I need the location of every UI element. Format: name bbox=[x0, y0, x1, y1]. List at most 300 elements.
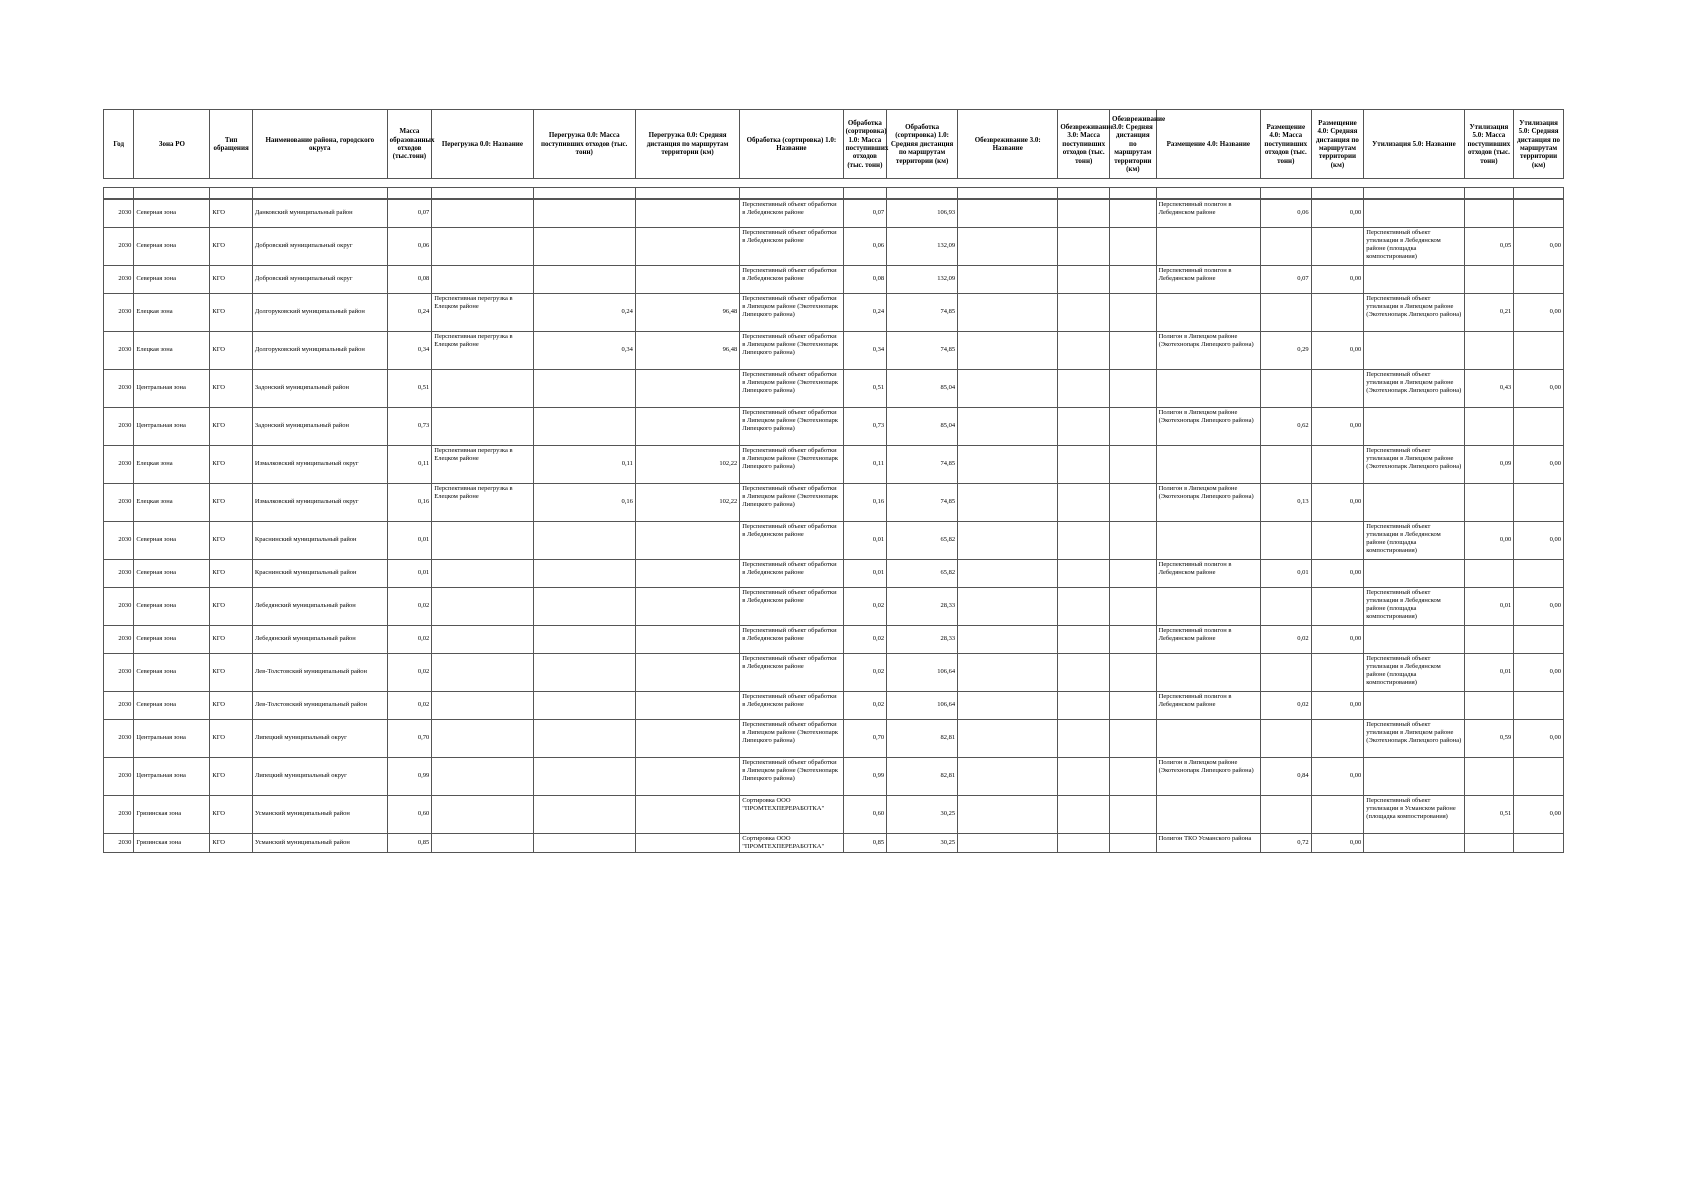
table-cell: 0,01 bbox=[387, 560, 432, 588]
table-cell: 0,01 bbox=[1464, 654, 1514, 692]
table-cell bbox=[1364, 332, 1464, 370]
table-cell: Лебедянский муниципальный район bbox=[252, 626, 387, 654]
table-cell bbox=[1514, 408, 1564, 446]
table-cell: Перспективный объект утилизации в Лебедянском районе (площадка компостирования) bbox=[1364, 522, 1464, 560]
table-cell bbox=[635, 266, 739, 294]
table-cell: 0,00 bbox=[1514, 446, 1564, 484]
table-cell bbox=[1058, 332, 1110, 370]
table-cell: 0,02 bbox=[387, 588, 432, 626]
table-cell: 0,24 bbox=[843, 294, 887, 332]
table-cell: 2030 bbox=[104, 408, 134, 446]
table-cell: Перспективная перегрузка в Елецком районе bbox=[432, 294, 533, 332]
table-cell: 0,51 bbox=[843, 370, 887, 408]
table-cell: Полигон в Липецком районе (Экотехнопарк Липецкого района) bbox=[1156, 758, 1260, 796]
table-cell bbox=[1364, 758, 1464, 796]
table-cell: Перспективный объект утилизации в Липецком районе (Экотехнопарк Липецкого района) bbox=[1364, 446, 1464, 484]
table-cell: 0,06 bbox=[387, 228, 432, 266]
column-header: Обезвреживание 3.0: Масса поступивших отходов (тыс. тонн) bbox=[1058, 110, 1110, 179]
table-cell bbox=[958, 446, 1058, 484]
table-cell: 0,00 bbox=[1311, 484, 1364, 522]
table-cell bbox=[1058, 522, 1110, 560]
table-cell: 0,02 bbox=[387, 626, 432, 654]
table-cell bbox=[432, 588, 533, 626]
table-cell: Елецкая зона bbox=[134, 484, 210, 522]
table-cell bbox=[533, 408, 635, 446]
column-header: Перегрузка 0.0: Средняя дистанция по маршрутам территории (км) bbox=[635, 110, 739, 179]
table-cell: Полигон в Липецком районе (Экотехнопарк Липецкого района) bbox=[1156, 484, 1260, 522]
column-header: Масса образованных отходов (тыс.тонн) bbox=[387, 110, 432, 179]
table-cell: Северная зона bbox=[134, 654, 210, 692]
table-cell: Измалковский муниципальный округ bbox=[252, 446, 387, 484]
table-cell bbox=[1110, 332, 1157, 370]
table-cell: 96,48 bbox=[635, 294, 739, 332]
table-cell: 65,82 bbox=[887, 522, 958, 560]
table-row bbox=[104, 200, 1564, 228]
table-cell bbox=[1110, 200, 1157, 228]
table-cell: Липецкий муниципальный округ bbox=[252, 758, 387, 796]
table-row bbox=[104, 522, 1564, 560]
table-cell: Перспективный объект обработки в Лебедянском районе bbox=[740, 626, 843, 654]
table-cell bbox=[1364, 408, 1464, 446]
table-cell bbox=[635, 370, 739, 408]
table-cell bbox=[432, 692, 533, 720]
table-cell: 0,00 bbox=[1311, 266, 1364, 294]
table-cell: КГО bbox=[210, 834, 253, 853]
table-cell bbox=[1110, 758, 1157, 796]
table-cell: 0,00 bbox=[1311, 560, 1364, 588]
table-cell: 0,85 bbox=[387, 834, 432, 853]
table-cell: 0,08 bbox=[843, 266, 887, 294]
column-header: Наименование района, городского округа bbox=[252, 110, 387, 179]
table-cell: 0,02 bbox=[843, 654, 887, 692]
table-cell: 0,00 bbox=[1514, 654, 1564, 692]
table-cell bbox=[635, 834, 739, 853]
table-cell bbox=[958, 626, 1058, 654]
table-cell: Перспективный объект обработки в Липецком районе (Экотехнопарк Липецкого района) bbox=[740, 484, 843, 522]
table-cell: Северная зона bbox=[134, 522, 210, 560]
table-cell: Усманский муниципальный район bbox=[252, 834, 387, 853]
table-cell: Перспективный объект утилизации в Лебедянском районе (площадка компостирования) bbox=[1364, 588, 1464, 626]
table-cell: 0,60 bbox=[843, 796, 887, 834]
table-cell bbox=[1058, 408, 1110, 446]
table-cell: 0,29 bbox=[1260, 332, 1311, 370]
table-cell: Северная зона bbox=[134, 266, 210, 294]
table-cell bbox=[1156, 522, 1260, 560]
table-cell bbox=[533, 560, 635, 588]
table-cell: 0,00 bbox=[1464, 522, 1514, 560]
table-row bbox=[104, 484, 1564, 522]
table-cell: 0,07 bbox=[1260, 266, 1311, 294]
table-cell bbox=[1514, 484, 1564, 522]
table-cell bbox=[1058, 370, 1110, 408]
table-cell: 96,48 bbox=[635, 332, 739, 370]
table-cell bbox=[533, 370, 635, 408]
table-cell bbox=[1260, 446, 1311, 484]
table-cell bbox=[1464, 626, 1514, 654]
table-cell: 0,00 bbox=[1311, 758, 1364, 796]
table-cell: Перспективный объект обработки в Лебедянском районе bbox=[740, 560, 843, 588]
table-cell: 0,72 bbox=[1260, 834, 1311, 853]
table-cell: Полигон в Липецком районе (Экотехнопарк Липецкого района) bbox=[1156, 408, 1260, 446]
table-cell bbox=[1464, 332, 1514, 370]
table-cell: 0,00 bbox=[1514, 796, 1564, 834]
table-cell: 132,09 bbox=[887, 228, 958, 266]
table-cell: Перспективный объект утилизации в Липецком районе (Экотехнопарк Липецкого района) bbox=[1364, 294, 1464, 332]
table-cell: Перспективный объект обработки в Лебедянском районе bbox=[740, 522, 843, 560]
table-row bbox=[104, 266, 1564, 294]
table-cell bbox=[1156, 654, 1260, 692]
table-cell: 0,99 bbox=[387, 758, 432, 796]
table-cell bbox=[1464, 692, 1514, 720]
table-cell bbox=[432, 228, 533, 266]
table-cell: 0,02 bbox=[387, 654, 432, 692]
table-cell: 2030 bbox=[104, 266, 134, 294]
table-cell: Перспективный объект утилизации в Липецком районе (Экотехнопарк Липецкого района) bbox=[1364, 720, 1464, 758]
table-cell: Центральная зона bbox=[134, 758, 210, 796]
table-cell bbox=[432, 560, 533, 588]
table-cell: 0,34 bbox=[533, 332, 635, 370]
table-cell bbox=[432, 408, 533, 446]
table-cell: 0,01 bbox=[387, 522, 432, 560]
table-cell bbox=[1058, 200, 1110, 228]
table-cell bbox=[1110, 294, 1157, 332]
table-cell: 0,07 bbox=[387, 200, 432, 228]
table-cell: 0,02 bbox=[843, 588, 887, 626]
table-row bbox=[104, 408, 1564, 446]
table-cell: Перспективный объект обработки в Липецком районе (Экотехнопарк Липецкого района) bbox=[740, 294, 843, 332]
table-cell: Северная зона bbox=[134, 228, 210, 266]
table-cell bbox=[1311, 228, 1364, 266]
table-cell: 0,24 bbox=[533, 294, 635, 332]
table-cell: 85,04 bbox=[887, 408, 958, 446]
table-cell: 2030 bbox=[104, 720, 134, 758]
column-header: Размещение 4.0: Название bbox=[1156, 110, 1260, 179]
table-cell bbox=[1514, 332, 1564, 370]
table-cell bbox=[1058, 560, 1110, 588]
table-cell: 2030 bbox=[104, 588, 134, 626]
table-cell bbox=[958, 758, 1058, 796]
table-cell: Перспективный объект обработки в Липецком районе (Экотехнопарк Липецкого района) bbox=[740, 446, 843, 484]
table-cell bbox=[533, 758, 635, 796]
table-row bbox=[104, 720, 1564, 758]
table-cell bbox=[1110, 370, 1157, 408]
table-cell bbox=[533, 200, 635, 228]
table-cell: 0,11 bbox=[843, 446, 887, 484]
table-cell: КГО bbox=[210, 758, 253, 796]
column-header: Утилизация 5.0: Масса поступивших отходов (тыс. тонн) bbox=[1464, 110, 1514, 179]
table-cell: 74,85 bbox=[887, 484, 958, 522]
table-row bbox=[104, 560, 1564, 588]
table-cell bbox=[1058, 294, 1110, 332]
table-cell: 0,02 bbox=[1260, 626, 1311, 654]
column-header: Тип обращения bbox=[210, 110, 253, 179]
table-cell bbox=[958, 654, 1058, 692]
table-cell: 0,21 bbox=[1464, 294, 1514, 332]
table-cell bbox=[1110, 266, 1157, 294]
table-cell bbox=[1514, 266, 1564, 294]
table-cell bbox=[1514, 758, 1564, 796]
table-cell: 2030 bbox=[104, 758, 134, 796]
table-cell bbox=[635, 522, 739, 560]
column-header: Перегрузка 0.0: Название bbox=[432, 110, 533, 179]
table-cell: КГО bbox=[210, 484, 253, 522]
column-header: Обработка (сортировка) 1.0: Масса поступивших отходов (тыс. тонн) bbox=[843, 110, 887, 179]
table-cell bbox=[1110, 834, 1157, 853]
table-cell: 74,85 bbox=[887, 294, 958, 332]
table-row bbox=[104, 796, 1564, 834]
table-cell: Данковский муниципальный район bbox=[252, 200, 387, 228]
table-cell bbox=[1260, 588, 1311, 626]
table-cell: Перспективный объект утилизации в Липецком районе (Экотехнопарк Липецкого района) bbox=[1364, 370, 1464, 408]
table-cell: Долгоруковский муниципальный район bbox=[252, 294, 387, 332]
table-cell bbox=[1110, 446, 1157, 484]
table-cell bbox=[533, 588, 635, 626]
table-cell: Перспективная перегрузка в Елецком районе bbox=[432, 484, 533, 522]
table-cell: КГО bbox=[210, 560, 253, 588]
table-cell: Перспективный полигон в Лебедянском районе bbox=[1156, 200, 1260, 228]
table-cell: КГО bbox=[210, 654, 253, 692]
table-cell bbox=[533, 796, 635, 834]
table-cell bbox=[1110, 796, 1157, 834]
table-cell: Перспективный объект обработки в Лебедянском районе bbox=[740, 692, 843, 720]
table-cell: Елецкая зона bbox=[134, 294, 210, 332]
table-cell bbox=[958, 294, 1058, 332]
table-cell bbox=[635, 560, 739, 588]
table-cell bbox=[533, 522, 635, 560]
table-cell bbox=[1110, 720, 1157, 758]
table-cell: Перспективный объект обработки в Липецком районе (Экотехнопарк Липецкого района) bbox=[740, 332, 843, 370]
table-cell: Елецкая зона bbox=[134, 332, 210, 370]
header-row bbox=[104, 110, 1564, 179]
table-cell bbox=[533, 834, 635, 853]
table-cell bbox=[1110, 626, 1157, 654]
table-cell: Грязинская зона bbox=[134, 834, 210, 853]
table-row bbox=[104, 758, 1564, 796]
table-cell: 0,85 bbox=[843, 834, 887, 853]
table-cell bbox=[1260, 228, 1311, 266]
table-cell bbox=[1364, 484, 1464, 522]
table-cell: 0,24 bbox=[387, 294, 432, 332]
table-cell bbox=[1058, 266, 1110, 294]
table-cell: 85,04 bbox=[887, 370, 958, 408]
table-cell: Перспективный объект обработки в Лебедянском районе bbox=[740, 266, 843, 294]
table-cell: 0,00 bbox=[1514, 522, 1564, 560]
table-cell: Долгоруковский муниципальный район bbox=[252, 332, 387, 370]
table-cell: Краснинский муниципальный район bbox=[252, 560, 387, 588]
table-cell: Перспективный объект утилизации в Лебедянском районе (площадка компостирования) bbox=[1364, 228, 1464, 266]
table-cell bbox=[533, 720, 635, 758]
table-cell bbox=[1364, 266, 1464, 294]
table-cell: 0,00 bbox=[1311, 408, 1364, 446]
table-cell bbox=[1311, 796, 1364, 834]
table-cell: 2030 bbox=[104, 370, 134, 408]
table-cell: КГО bbox=[210, 200, 253, 228]
table-cell: Измалковский муниципальный округ bbox=[252, 484, 387, 522]
table-cell bbox=[958, 588, 1058, 626]
table-cell: 30,25 bbox=[887, 796, 958, 834]
table-cell: 0,05 bbox=[1464, 228, 1514, 266]
table-row bbox=[104, 692, 1564, 720]
table-cell bbox=[958, 522, 1058, 560]
table-cell: Усманский муниципальный район bbox=[252, 796, 387, 834]
table-cell: Перспективная перегрузка в Елецком районе bbox=[432, 332, 533, 370]
table-cell: 0,02 bbox=[387, 692, 432, 720]
table-cell: Перспективный объект обработки в Липецком районе (Экотехнопарк Липецкого района) bbox=[740, 408, 843, 446]
table-cell bbox=[1058, 588, 1110, 626]
table-cell: Перспективный объект обработки в Лебедянском районе bbox=[740, 588, 843, 626]
table-cell: КГО bbox=[210, 692, 253, 720]
table-cell: 74,85 bbox=[887, 332, 958, 370]
table-cell: Лев-Толстовский муниципальный район bbox=[252, 692, 387, 720]
table-cell: Добровский муниципальный округ bbox=[252, 228, 387, 266]
table-cell: Лебедянский муниципальный район bbox=[252, 588, 387, 626]
table-cell bbox=[1058, 692, 1110, 720]
table-cell bbox=[1311, 654, 1364, 692]
table-cell bbox=[1156, 588, 1260, 626]
table-cell: 82,81 bbox=[887, 720, 958, 758]
table-cell: 0,06 bbox=[843, 228, 887, 266]
table-cell: Перспективный объект обработки в Липецком районе (Экотехнопарк Липецкого района) bbox=[740, 370, 843, 408]
table-cell: 0,00 bbox=[1311, 626, 1364, 654]
table-cell bbox=[432, 200, 533, 228]
column-header: Утилизация 5.0: Название bbox=[1364, 110, 1464, 179]
table-cell: Северная зона bbox=[134, 588, 210, 626]
table-cell: 0,02 bbox=[843, 626, 887, 654]
table-cell bbox=[635, 692, 739, 720]
table-cell: 0,70 bbox=[843, 720, 887, 758]
table-cell bbox=[432, 796, 533, 834]
table-cell bbox=[1464, 200, 1514, 228]
table-cell bbox=[1464, 758, 1514, 796]
table-cell bbox=[432, 370, 533, 408]
column-header: Обезвреживание 3.0: Средняя дистанция по маршрутам территории (км) bbox=[1110, 110, 1157, 179]
table-cell bbox=[1514, 692, 1564, 720]
table-cell: Грязинская зона bbox=[134, 796, 210, 834]
table-cell: Центральная зона bbox=[134, 408, 210, 446]
table-cell: 0,00 bbox=[1311, 332, 1364, 370]
table-cell: КГО bbox=[210, 720, 253, 758]
table-cell: КГО bbox=[210, 370, 253, 408]
table-cell: Елецкая зона bbox=[134, 446, 210, 484]
table-cell: Центральная зона bbox=[134, 370, 210, 408]
table-cell: Перспективный полигон в Лебедянском районе bbox=[1156, 266, 1260, 294]
table-cell: 106,64 bbox=[887, 654, 958, 692]
table-cell bbox=[1311, 720, 1364, 758]
table-cell bbox=[958, 200, 1058, 228]
table-cell bbox=[533, 626, 635, 654]
table-cell: 2030 bbox=[104, 654, 134, 692]
table-cell: 0,11 bbox=[533, 446, 635, 484]
table-cell: Перспективный полигон в Лебедянском районе bbox=[1156, 560, 1260, 588]
table-cell: 0,08 bbox=[387, 266, 432, 294]
table-cell bbox=[1156, 446, 1260, 484]
table-cell: Сортировка ООО "ПРОМТЕХПЕРЕРАБОТКА" bbox=[740, 834, 843, 853]
table-cell: 82,81 bbox=[887, 758, 958, 796]
table-cell bbox=[432, 758, 533, 796]
table-cell bbox=[1464, 484, 1514, 522]
table-cell: КГО bbox=[210, 446, 253, 484]
table-body bbox=[104, 200, 1564, 853]
table-cell: 0,34 bbox=[843, 332, 887, 370]
table-cell: 30,25 bbox=[887, 834, 958, 853]
table-cell bbox=[958, 796, 1058, 834]
table-cell bbox=[1260, 796, 1311, 834]
table-cell: 0,11 bbox=[387, 446, 432, 484]
table-cell bbox=[432, 654, 533, 692]
table-cell bbox=[958, 408, 1058, 446]
table-cell bbox=[1260, 294, 1311, 332]
table-cell: КГО bbox=[210, 294, 253, 332]
table-cell bbox=[1058, 484, 1110, 522]
table-cell bbox=[1110, 408, 1157, 446]
table-cell bbox=[1110, 692, 1157, 720]
header-table bbox=[103, 109, 1564, 179]
table-cell: 74,85 bbox=[887, 446, 958, 484]
table-cell: 0,00 bbox=[1514, 228, 1564, 266]
table-cell: 106,64 bbox=[887, 692, 958, 720]
table-cell: 132,09 bbox=[887, 266, 958, 294]
table-cell: КГО bbox=[210, 266, 253, 294]
table-cell: 0,00 bbox=[1514, 588, 1564, 626]
table-cell bbox=[635, 654, 739, 692]
table-cell: Перспективная перегрузка в Елецком районе bbox=[432, 446, 533, 484]
table-row bbox=[104, 446, 1564, 484]
table-cell: Полигон ТКО Усманского района bbox=[1156, 834, 1260, 853]
table-cell bbox=[958, 484, 1058, 522]
table-cell bbox=[1364, 560, 1464, 588]
table-cell bbox=[958, 560, 1058, 588]
table-cell: 102,22 bbox=[635, 446, 739, 484]
table-cell bbox=[1058, 626, 1110, 654]
table-cell bbox=[1058, 446, 1110, 484]
table-row bbox=[104, 654, 1564, 692]
table-cell: 28,33 bbox=[887, 626, 958, 654]
table-cell: 2030 bbox=[104, 332, 134, 370]
table-cell bbox=[1364, 834, 1464, 853]
table-cell bbox=[1260, 720, 1311, 758]
table-cell: 0,16 bbox=[843, 484, 887, 522]
table-cell: 2030 bbox=[104, 834, 134, 853]
table-cell bbox=[958, 720, 1058, 758]
table-cell: КГО bbox=[210, 796, 253, 834]
table-cell: Северная зона bbox=[134, 200, 210, 228]
table-cell bbox=[635, 408, 739, 446]
table-cell bbox=[1058, 654, 1110, 692]
table-cell bbox=[1058, 834, 1110, 853]
column-header: Размещение 4.0: Средняя дистанция по маршрутам территории (км) bbox=[1311, 110, 1364, 179]
table-cell: Перспективный объект обработки в Липецком районе (Экотехнопарк Липецкого района) bbox=[740, 720, 843, 758]
table-cell: Перспективный полигон в Лебедянском районе bbox=[1156, 626, 1260, 654]
table-cell bbox=[1058, 720, 1110, 758]
table-cell: Перспективный объект утилизации в Усманском районе (площадка компостирования) bbox=[1364, 796, 1464, 834]
table-cell: 0,01 bbox=[1464, 588, 1514, 626]
table-cell bbox=[1364, 692, 1464, 720]
table-cell bbox=[1364, 200, 1464, 228]
table-cell bbox=[1156, 720, 1260, 758]
table-cell bbox=[1110, 522, 1157, 560]
table-cell bbox=[533, 266, 635, 294]
table-cell bbox=[635, 228, 739, 266]
table-cell: 0,00 bbox=[1514, 370, 1564, 408]
table-cell: КГО bbox=[210, 408, 253, 446]
column-header: Год bbox=[104, 110, 134, 179]
table-cell bbox=[958, 692, 1058, 720]
table-cell: Перспективный объект обработки в Лебедянском районе bbox=[740, 200, 843, 228]
table-cell bbox=[1311, 588, 1364, 626]
column-header: Обезвреживание 3.0: Название bbox=[958, 110, 1058, 179]
table-row bbox=[104, 834, 1564, 853]
table-cell: 0,51 bbox=[1464, 796, 1514, 834]
